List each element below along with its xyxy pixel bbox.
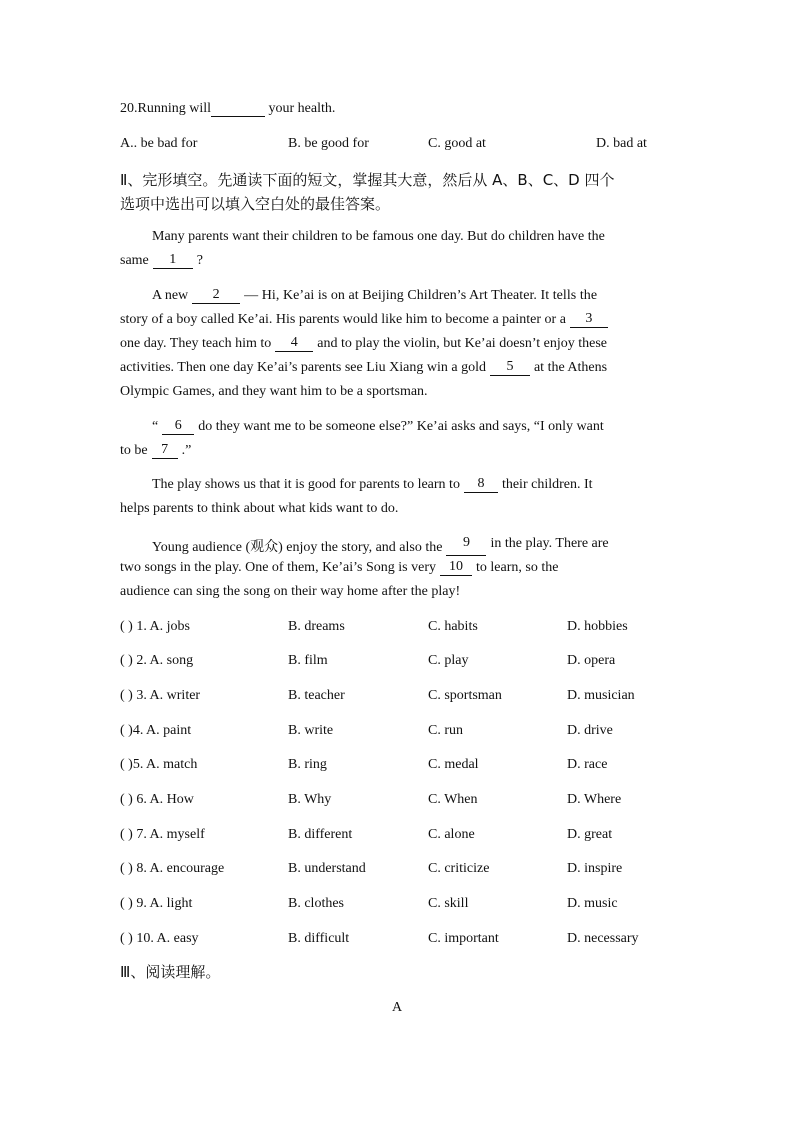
choice-c: C. medal xyxy=(428,757,479,772)
choice-number[interactable]: ( ) 9. A. light xyxy=(120,896,193,911)
choice-b: B. film xyxy=(288,653,328,668)
choice-number[interactable]: ( ) 1. A. jobs xyxy=(120,619,190,634)
section-2-heading-line-1: Ⅱ、完形填空。先通读下面的短文，掌握其大意，然后从 A、B、C、D 四个 xyxy=(120,171,615,189)
passage-p5-line-1 xyxy=(152,536,670,556)
passage-p1-line-2 xyxy=(120,253,670,269)
blank-5: 5 xyxy=(490,360,530,376)
passage-p3-line-2 xyxy=(120,443,670,459)
passage-p4-line-1 xyxy=(152,477,670,493)
passage-p4-line-2 xyxy=(120,501,670,517)
blank-8: 8 xyxy=(464,477,498,493)
passage-p1-line-1 xyxy=(152,229,670,245)
passage-text: story of a boy called Ke’ai. His parents would like him to become a painter or a xyxy=(120,312,566,327)
choice-row xyxy=(0,827,794,847)
passage-text: audience can sing the song on their way home after the play! xyxy=(120,584,461,599)
section-2-heading-line-2: 选项中选出可以填入空白处的最佳答案。 xyxy=(120,195,391,213)
choice-c: C. important xyxy=(428,931,499,946)
choice-d: D. opera xyxy=(567,653,616,668)
blank-1: 1 xyxy=(153,253,193,269)
passage-p2-line-4 xyxy=(120,360,670,376)
choice-d: D. inspire xyxy=(567,861,623,876)
passage-text: same xyxy=(120,253,149,268)
passage-text: “ xyxy=(152,419,159,434)
option-b: B. be good for xyxy=(288,136,369,151)
passage-p5-line-2 xyxy=(120,560,670,576)
choice-b: B. different xyxy=(288,827,353,842)
choice-c: C. When xyxy=(428,792,478,807)
choice-row xyxy=(0,723,794,743)
choice-b: B. dreams xyxy=(288,619,345,634)
choice-number[interactable]: ( ) 6. A. How xyxy=(120,792,194,807)
option-c: C. good at xyxy=(428,136,486,151)
option-a: A.. be bad for xyxy=(120,136,198,151)
blank-6: 6 xyxy=(162,419,194,435)
passage-p2-line-1 xyxy=(152,288,670,304)
choice-c: C. alone xyxy=(428,827,475,842)
passage-text: — Hi, Ke’ai is on at Beijing Children’s Art Theater. It tells the xyxy=(244,288,598,303)
passage-text: The play shows us that it is good for parents to learn to xyxy=(152,477,460,492)
choice-row xyxy=(0,896,794,916)
question-20-blank xyxy=(211,102,265,117)
section-3-heading: Ⅲ、阅读理解。 xyxy=(120,963,221,981)
passage-p2-line-3 xyxy=(120,336,670,352)
choice-c: C. criticize xyxy=(428,861,490,876)
choice-row xyxy=(0,861,794,881)
passage-text: Olympic Games, and they want him to be a sportsman. xyxy=(120,384,428,399)
choice-row xyxy=(0,757,794,777)
choice-number[interactable]: ( )4. A. paint xyxy=(120,723,192,738)
passage-text: one day. They teach him to xyxy=(120,336,272,351)
question-20-stem-start: 20.Running will xyxy=(120,101,212,116)
choice-b: B. Why xyxy=(288,792,332,807)
choice-row xyxy=(0,792,794,812)
passage-p3-line-1 xyxy=(152,419,670,435)
blank-3: 3 xyxy=(570,312,608,328)
passage-text: to be xyxy=(120,443,148,458)
blank-2: 2 xyxy=(192,288,240,304)
choice-b: B. clothes xyxy=(288,896,344,911)
choice-b: B. teacher xyxy=(288,688,345,703)
choice-number[interactable]: ( ) 8. A. encourage xyxy=(120,861,225,876)
passage-text: ? xyxy=(196,253,203,268)
passage-text: their children. It xyxy=(501,477,593,492)
choice-row xyxy=(0,653,794,673)
blank-7: 7 xyxy=(152,443,178,459)
passage-text: and to play the violin, but Ke’ai doesn’t enjoy these xyxy=(317,336,608,351)
question-20-options xyxy=(0,136,794,156)
choice-b: B. write xyxy=(288,723,334,738)
choice-number[interactable]: ( ) 3. A. writer xyxy=(120,688,201,703)
choice-row xyxy=(0,931,794,951)
choice-b: B. understand xyxy=(288,861,366,876)
choice-d: D. necessary xyxy=(567,931,639,946)
choice-row xyxy=(0,619,794,639)
passage-text: helps parents to think about what kids want to do. xyxy=(120,501,399,516)
choice-c: C. habits xyxy=(428,619,478,634)
choice-d: D. hobbies xyxy=(567,619,628,634)
section-2-heading xyxy=(120,168,680,216)
passage-text: Young audience (观众) enjoy the story, and also the xyxy=(152,540,443,555)
choice-row xyxy=(0,688,794,708)
passage-p5-line-3 xyxy=(120,584,670,600)
passage-text: do they want me to be someone else?” Ke’ai asks and says, “I only want xyxy=(198,419,604,434)
passage-p2-line-5 xyxy=(120,384,670,400)
passage-text: in the play. There are xyxy=(490,536,609,551)
choice-c: C. run xyxy=(428,723,463,738)
question-20-stem-end: your health. xyxy=(268,101,336,116)
blank-4: 4 xyxy=(275,336,313,352)
passage-p2-line-2 xyxy=(120,312,670,328)
passage-text: .” xyxy=(181,443,192,458)
choice-b: B. difficult xyxy=(288,931,350,946)
passage-text: at the Athens xyxy=(533,360,608,375)
choice-c: C. sportsman xyxy=(428,688,502,703)
passage-text: A new xyxy=(152,288,189,303)
choice-number[interactable]: ( )5. A. match xyxy=(120,757,198,772)
choice-d: D. race xyxy=(567,757,608,772)
reading-part-letter: A xyxy=(391,1000,403,1015)
passage-text: Many parents want their children to be famous one day. But do children have the xyxy=(152,229,605,244)
choice-b: B. ring xyxy=(288,757,327,772)
choice-d: D. Where xyxy=(567,792,622,807)
choice-number[interactable]: ( ) 10. A. easy xyxy=(120,931,199,946)
choice-d: D. musician xyxy=(567,688,635,703)
choice-c: C. skill xyxy=(428,896,469,911)
passage-text: two songs in the play. One of them, Ke’ai’s Song is very xyxy=(120,560,436,575)
choice-d: D. music xyxy=(567,896,618,911)
choice-number[interactable]: ( ) 7. A. myself xyxy=(120,827,205,842)
choice-d: D. drive xyxy=(567,723,613,738)
question-20 xyxy=(120,101,335,117)
choice-number[interactable]: ( ) 2. A. song xyxy=(120,653,194,668)
passage-text: to learn, so the xyxy=(476,560,559,575)
blank-10: 10 xyxy=(440,560,472,576)
choice-c: C. play xyxy=(428,653,469,668)
passage-text: activities. Then one day Ke’ai’s parents see Liu Xiang win a gold xyxy=(120,360,486,375)
option-d: D. bad at xyxy=(596,136,647,151)
choice-d: D. great xyxy=(567,827,613,842)
blank-9: 9 xyxy=(446,536,486,556)
